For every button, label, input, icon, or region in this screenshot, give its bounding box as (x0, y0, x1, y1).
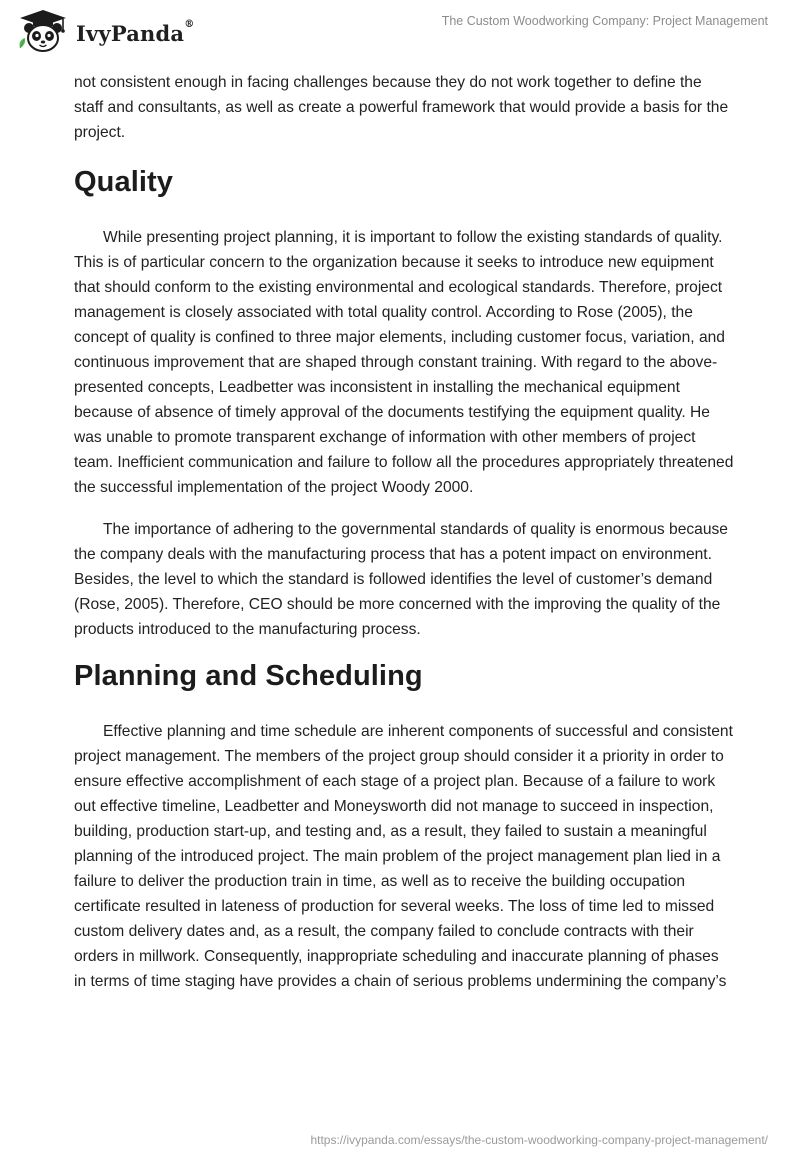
section-heading-quality: Quality (74, 166, 173, 198)
section-heading-planning: Planning and Scheduling (74, 660, 423, 692)
brand-logo[interactable] (16, 8, 194, 54)
quality-paragraph-2: The importance of adhering to the governmental standards of quality is enormous because the company deals with the manufacturing process that has a potent impact on environment. Besides, the level to which the standard is followed identifies the level of customer’s demand (Rose, 2005). Therefore, CEO should be more concerned with the improving the quality of the products introduced to the manufacturing process. (74, 521, 728, 638)
quality-paragraph-1: While presenting project planning, it is important to follow the existing standards of quality. This is of particular concern to the organization because it seeks to introduce new equipment that should conform to the existing environmental and ecological standards. Therefore, project management is closely associated with total quality control. According to Rose (2005), the concept of quality is confined to three major elements, including customer focus, variation, and continuous improvement that are shaped through constant training. With regard to the above-presented concepts, Leadbetter was inconsistent in installing the mechanical equipment because of absence of timely approval of the documents testifying the equipment quality. He was unable to promote transparent exchange of information with other members of project team. Inefficient communication and failure to follow all the procedures appropriately threatened the successful implementation of the project Woody 2000. (74, 229, 734, 496)
brand-name: IvyPanda® (76, 18, 195, 46)
registered-mark: ® (184, 18, 195, 30)
planning-paragraph-1: Effective planning and time schedule are inherent components of successful and consistent project management. The members of the project group should consider it a priority in order to ensure effective accomplishment of each stage of a project plan. Because of a failure to work out effective timeline, Leadbetter and Moneysworth did not manage to succeed in inspection, building, production start-up, and testing and, as a result, they failed to sustain a meaningful planning of the introduced project. The main problem of the project management plan lied in a failure to deliver the production train in time, as well as to receive the building occupation certificate resulted in lateness of production for several weeks. The loss of time led to missed custom delivery dates and, as a result, the company failed to conclude contracts with their orders in millwork. Consequently, inappropriate scheduling and inaccurate planning of phases in terms of time staging have provides a chain of serious problems undermining the company’s (74, 723, 733, 990)
panda-mascot-icon (16, 8, 70, 54)
document-title: The Custom Woodworking Company: Project Management (441, 14, 768, 28)
page-header (0, 0, 800, 64)
essay-content (74, 70, 734, 994)
source-url[interactable]: https://ivypanda.com/essays/the-custom-woodworking-company-project-management/ (310, 1133, 768, 1147)
intro-paragraph: not consistent enough in facing challenges because they do not work together to define the staff and consultants, as well as create a powerful framework that would provide a basis for the project. (74, 74, 729, 141)
